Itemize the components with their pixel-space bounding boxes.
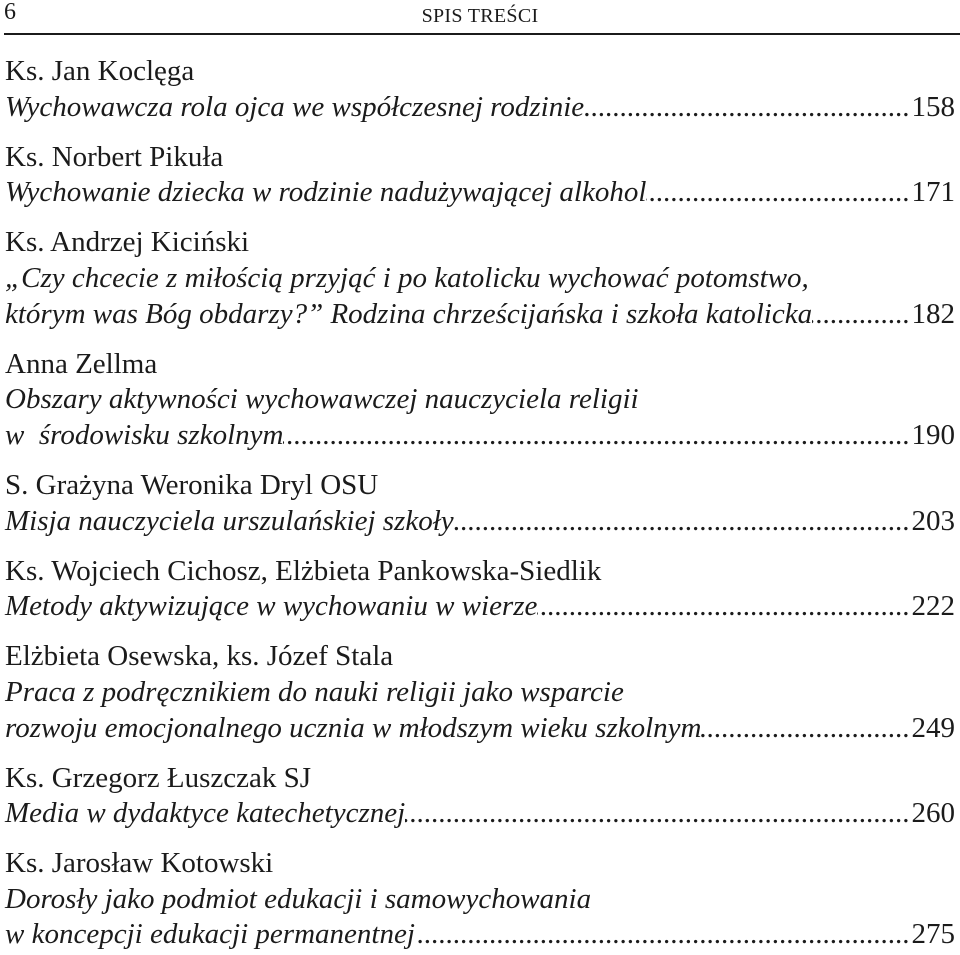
toc-entry-title: którym was Bóg obdarzy?” Rodzina chrześcijańska i szkoła katolicka xyxy=(5,297,813,330)
toc-entry-author: Anna Zellma xyxy=(5,347,158,380)
toc-entry-page: 203 xyxy=(911,504,955,537)
toc-entry-title-line: Obszary aktywności wychowawczej nauczyciela religii xyxy=(5,383,639,416)
toc-entry xyxy=(5,639,955,746)
toc-entry-page: 158 xyxy=(911,90,955,123)
toc-entry-title-row xyxy=(5,711,955,747)
toc-entry-author: Ks. Grzegorz Łuszczak SJ xyxy=(5,761,312,794)
toc-entry xyxy=(5,761,955,832)
header-rule xyxy=(4,33,960,35)
toc-entry-page: 222 xyxy=(911,590,955,623)
dot-leader xyxy=(537,589,909,625)
toc-entry-page: 190 xyxy=(911,418,955,451)
dot-leader xyxy=(454,504,910,540)
toc-entry-title: Wychowanie dziecka w rodzinie nadużywającej alkohol xyxy=(5,176,647,209)
toc-entry xyxy=(5,554,955,625)
toc-entry-title-line: Dorosły jako podmiot edukacji i samowychowania xyxy=(5,882,592,915)
dot-leader xyxy=(584,90,909,126)
dot-leader xyxy=(812,297,909,333)
toc-entry-title: w środowisku szkolnym xyxy=(5,418,284,451)
toc-entry xyxy=(5,225,955,332)
toc-entry-page: 182 xyxy=(911,297,955,330)
toc-entry-author: Elżbieta Osewska, ks. Józef Stala xyxy=(5,640,394,673)
toc-entry xyxy=(5,54,955,125)
toc-entry-title-row xyxy=(5,796,955,832)
toc-entry-title-row xyxy=(5,90,955,126)
table-of-contents xyxy=(5,54,955,953)
toc-entry-author: S. Grażyna Weronika Dryl OSU xyxy=(5,468,379,501)
toc-entry-page: 171 xyxy=(911,176,955,209)
toc-entry-title-row xyxy=(5,917,955,953)
toc-entry-author: Ks. Jan Koclęga xyxy=(5,55,195,87)
toc-entry-title-row xyxy=(5,504,955,540)
toc-entry xyxy=(5,846,955,953)
toc-entry-title-row xyxy=(5,589,955,625)
toc-entry-title: Misja nauczyciela urszulańskiej szkoły xyxy=(5,504,454,537)
toc-entry-author: Ks. Andrzej Kiciński xyxy=(5,226,250,259)
toc-entry-title-row xyxy=(5,418,955,454)
dot-leader xyxy=(405,796,909,832)
dot-leader xyxy=(646,175,909,211)
toc-entry-title: Metody aktywizujące w wychowaniu w wierze xyxy=(5,590,538,623)
toc-entry-title: rozwoju emocjonalnego ucznia w młodszym wieku szkolnym xyxy=(5,711,702,744)
dot-leader xyxy=(283,418,909,454)
toc-entry-page: 249 xyxy=(911,711,955,744)
toc-entry-title-row xyxy=(5,175,955,211)
toc-entry-author: Ks. Wojciech Cichosz, Elżbieta Pankowska-Siedlik xyxy=(5,554,602,587)
dot-leader xyxy=(415,917,910,953)
toc-entry-title-row xyxy=(5,297,955,333)
toc-entry-author: Ks. Norbert Pikuła xyxy=(5,140,224,173)
toc-entry-page: 275 xyxy=(911,918,955,951)
toc-entry xyxy=(5,347,955,454)
toc-entry-title: Wychowawcza rola ojca we współczesnej rodzinie xyxy=(5,90,585,123)
toc-entry-author: Ks. Jarosław Kotowski xyxy=(5,847,274,880)
toc-entry-title: Media w dydaktyce katechetycznej xyxy=(5,797,406,830)
toc-entry-title-line: Praca z podręcznikiem do nauki religii jako wsparcie xyxy=(5,675,624,708)
toc-entry-title-line: „Czy chcecie z miłością przyjąć i po katolicku wychować potomstwo, xyxy=(5,261,809,294)
toc-entry xyxy=(5,140,955,211)
toc-entry-page: 260 xyxy=(911,797,955,830)
toc-entry-title: w koncepcji edukacji permanentnej xyxy=(5,918,415,951)
toc-entry xyxy=(5,468,955,539)
page-number: 6 xyxy=(4,0,16,25)
dot-leader xyxy=(701,711,909,747)
running-title: SPIS TREŚCI xyxy=(421,5,539,27)
